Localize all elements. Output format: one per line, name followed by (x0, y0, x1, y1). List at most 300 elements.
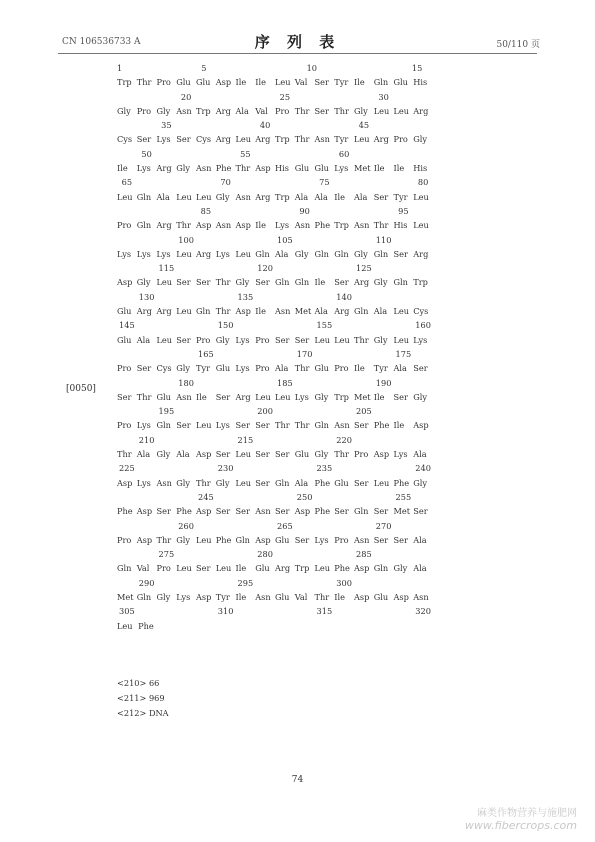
position-number: 60 (338, 148, 350, 159)
residue: Thr (136, 77, 152, 88)
residue: Gly (176, 363, 191, 374)
position-number (394, 404, 414, 418)
residue: Lys (294, 391, 309, 402)
residue: His (413, 77, 428, 88)
residue: Leu (373, 105, 390, 116)
residue: Lys (314, 534, 329, 545)
residue: Ala (176, 449, 190, 460)
residue: Ser (255, 477, 270, 488)
position-number (374, 404, 394, 418)
position-number (196, 290, 216, 304)
residue: Gln (354, 306, 369, 317)
residue: Ala (294, 191, 309, 202)
position-number (334, 604, 354, 618)
residue: Ala (413, 449, 427, 460)
position-number: 240 (415, 463, 431, 474)
position-number: 85 (200, 205, 212, 216)
position-number (117, 261, 137, 275)
position-number: 65 (121, 177, 133, 188)
position-number (137, 376, 157, 390)
residue: Leu (275, 391, 291, 402)
residue: Thr (334, 105, 349, 116)
residue: Glu (117, 306, 132, 317)
position-number (374, 433, 394, 447)
residue: Ser (294, 334, 310, 345)
position-number-row (117, 576, 433, 590)
position-number-row (117, 318, 433, 332)
residue: Ser (215, 506, 231, 517)
position-number: 310 (217, 606, 234, 617)
residue: Ile (235, 591, 247, 602)
residue: Glu (334, 477, 349, 488)
position-number (117, 290, 137, 304)
position-number: 75 (319, 177, 330, 188)
residue: Ser (196, 563, 211, 574)
position-number: 130 (138, 291, 155, 302)
residue: Ala (413, 563, 427, 574)
position-number (295, 261, 315, 275)
residue-row (117, 161, 433, 175)
residue: Val (294, 77, 308, 88)
residue: Ile (255, 306, 266, 317)
residue: Arg (255, 191, 271, 202)
residue: Pro (275, 105, 290, 116)
residue: Ile (334, 591, 345, 602)
position-number (236, 490, 256, 504)
position-number (354, 347, 374, 361)
position-number (394, 547, 414, 561)
residue: Leu (235, 477, 252, 488)
position-number (157, 290, 177, 304)
position-number (315, 433, 335, 447)
residue: Asn (176, 391, 192, 402)
position-number: 245 (198, 491, 214, 502)
position-number (157, 519, 177, 533)
position-number (315, 347, 335, 361)
residue: Leu (314, 334, 331, 345)
position-number: 45 (358, 120, 370, 131)
residue: Arg (196, 248, 212, 259)
residue: Asp (196, 591, 212, 602)
position-number (159, 61, 180, 75)
position-number (295, 175, 315, 189)
residue: Gly (354, 105, 368, 116)
residue: Ser (275, 334, 290, 345)
position-number: 155 (316, 320, 333, 331)
residue: Ser (196, 277, 211, 288)
position-number: 230 (217, 463, 234, 474)
position-number (354, 490, 374, 504)
residue: Gln (373, 248, 389, 259)
position-number (137, 204, 157, 218)
residue: Asp (255, 163, 271, 174)
residue: Arg (413, 248, 429, 259)
position-number (196, 404, 216, 418)
position-number (255, 204, 275, 218)
position-number-row (117, 233, 433, 247)
residue: Thr (314, 591, 330, 602)
position-number (295, 519, 315, 533)
position-number (117, 118, 137, 132)
position-number (236, 347, 256, 361)
residue-row (117, 75, 433, 89)
residue-row (117, 361, 433, 375)
position-number (137, 461, 157, 475)
position-number (374, 204, 394, 218)
residue: Arg (215, 134, 231, 145)
residue: Leu (176, 191, 192, 202)
position-number: 210 (138, 434, 155, 445)
position-number (374, 261, 394, 275)
residue: Gly (176, 534, 191, 545)
residue: Trp (275, 191, 290, 202)
residue: Gly (314, 391, 329, 402)
residue: Ile (354, 77, 365, 88)
residue: Leu (373, 477, 390, 488)
residue: Trp (334, 391, 349, 402)
position-number (275, 576, 295, 590)
position-number: 5 (201, 63, 207, 73)
residue: Gln (136, 220, 152, 231)
position-number (275, 347, 295, 361)
residue: Ser (136, 363, 152, 374)
residue: Phe (334, 563, 350, 574)
residue: Tyr (334, 77, 349, 88)
position-number (176, 147, 196, 161)
position-number (315, 547, 335, 561)
residue: Pro (156, 563, 171, 574)
position-number (413, 576, 433, 590)
residue: Thr (294, 134, 310, 145)
position-number (334, 175, 354, 189)
position-number (137, 347, 157, 361)
residue: Asp (354, 563, 370, 574)
residue-row (117, 275, 433, 289)
residue-row (117, 247, 433, 261)
position-number (295, 118, 315, 132)
residue: Gln (117, 563, 132, 574)
position-number (176, 461, 196, 475)
position-number (295, 604, 315, 618)
residue: Leu (354, 134, 370, 145)
residue: Glu (393, 77, 408, 88)
residue-row (117, 304, 433, 318)
position-number (374, 290, 394, 304)
residue-row (117, 390, 433, 404)
residue: Lys (275, 220, 290, 231)
residue: Gln (275, 477, 290, 488)
position-number (236, 318, 256, 332)
residue: Ser (275, 449, 290, 460)
position-number: 105 (277, 234, 293, 245)
residue: Glu (314, 363, 329, 374)
residue: Leu (255, 391, 271, 402)
residue: Ile (334, 191, 345, 202)
position-number (275, 461, 295, 475)
position-number (275, 318, 295, 332)
residue: Ser (136, 134, 152, 145)
residue: Asp (413, 420, 429, 431)
residue: Phe (393, 477, 410, 488)
residue: Ile (393, 163, 405, 174)
residue: Leu (393, 105, 410, 116)
position-number (413, 519, 433, 533)
position-number (255, 290, 275, 304)
residue: Ser (235, 506, 250, 517)
residue: Gln (235, 534, 250, 545)
residue: Thr (294, 420, 310, 431)
residue: Leu (196, 191, 212, 202)
position-number (374, 490, 394, 504)
residue: Ile (235, 563, 247, 574)
position-number: 170 (296, 348, 313, 359)
position-number (315, 118, 335, 132)
residue: Thr (215, 277, 231, 288)
position-number (374, 547, 394, 561)
residue: Lys (235, 363, 250, 374)
position-number-row (117, 118, 433, 132)
residue: Pro (117, 420, 132, 431)
residue: Val (294, 591, 308, 602)
residue: Cys (117, 134, 133, 145)
position-number (264, 61, 285, 75)
residue: Leu (235, 134, 252, 145)
page-title: 序 列 表 (254, 33, 341, 51)
position-number: 260 (178, 520, 194, 531)
residue: Ala (136, 449, 151, 460)
residue: Gly (215, 191, 230, 202)
position-number: 200 (257, 406, 273, 417)
position-number (176, 490, 196, 504)
residue: Phe (215, 163, 232, 174)
position-number (295, 90, 315, 104)
position-number-row (117, 61, 433, 75)
residue: Asn (176, 105, 192, 116)
position-number: 290 (138, 577, 155, 588)
position-number (176, 433, 196, 447)
position-number (176, 318, 196, 332)
position-number (157, 90, 177, 104)
residue: Ser (156, 506, 171, 517)
position-number: 1 (117, 63, 123, 73)
residue: Ala (235, 105, 249, 116)
position-number (176, 204, 196, 218)
position-number (196, 261, 216, 275)
residue: Phe (117, 506, 133, 517)
residue: Arg (156, 163, 172, 174)
position-number (394, 175, 414, 189)
residue: Ser (117, 391, 132, 402)
position-number (315, 90, 335, 104)
residue: Phe (373, 420, 390, 431)
position-number (370, 61, 391, 75)
residue: Gly (373, 334, 388, 345)
position-number (216, 118, 236, 132)
residue: Arg (136, 306, 152, 317)
residue: Asp (136, 534, 153, 545)
position-number: 300 (336, 577, 352, 588)
residue: Phe (176, 506, 192, 517)
residue: Lys (235, 334, 250, 345)
position-number-row (117, 376, 433, 390)
residue: Asp (136, 506, 153, 517)
residue: Gly (413, 134, 428, 145)
residue: Cys (156, 363, 172, 374)
residue: Ile (196, 391, 207, 402)
position-number (413, 233, 433, 247)
residue: Arg (354, 277, 370, 288)
residue: Leu (176, 563, 192, 574)
residue: Gln (393, 277, 408, 288)
residue: Gln (156, 420, 171, 431)
residue: Ser (373, 506, 389, 517)
position-number (394, 90, 414, 104)
residue: Ser (176, 134, 191, 145)
position-number (216, 490, 236, 504)
position-number: 10 (306, 63, 317, 73)
residue: Tyr (334, 134, 349, 145)
residue: Gly (215, 477, 230, 488)
residue: Ser (215, 449, 231, 460)
position-number (196, 576, 216, 590)
position-number (295, 318, 315, 332)
residue: Gly (294, 248, 309, 259)
position-number (157, 147, 177, 161)
residue: Gln (196, 306, 211, 317)
position-number: 215 (237, 434, 254, 445)
position-number (157, 376, 177, 390)
residue: Asp (215, 77, 232, 88)
position-number (374, 147, 394, 161)
position-number (137, 604, 157, 618)
residue: Lys (136, 420, 151, 431)
position-number (216, 347, 236, 361)
residue: Asn (354, 220, 370, 231)
residue: Trp (196, 105, 211, 116)
position-number (117, 376, 137, 390)
residue: Ser (176, 420, 191, 431)
position-number (413, 261, 433, 275)
position-number (374, 461, 394, 475)
residue: Ile (255, 220, 266, 231)
position-number (295, 576, 315, 590)
residue: Lys (156, 248, 171, 259)
residue: Gln (373, 563, 389, 574)
residue: Lys (215, 248, 230, 259)
position-number-row (117, 290, 433, 304)
residue: Glu (255, 563, 270, 574)
position-number (216, 147, 236, 161)
page-reference: 50/110 页 (496, 40, 540, 50)
residue: Asp (255, 534, 271, 545)
residue: Gly (373, 277, 388, 288)
position-number (315, 147, 335, 161)
position-number (255, 576, 275, 590)
position-number: 15 (411, 63, 423, 73)
residue: Leu (314, 563, 331, 574)
position-number (328, 61, 349, 75)
position-number: 165 (198, 348, 214, 359)
position-number (255, 147, 275, 161)
position-number (117, 519, 137, 533)
residue: Ser (393, 391, 408, 402)
position-number (137, 318, 157, 332)
watermark-url: www.fibercrops.com (464, 819, 577, 832)
residue: His (393, 220, 408, 231)
position-number (137, 404, 157, 418)
residue: Asp (117, 277, 133, 288)
position-number (196, 519, 216, 533)
position-number (275, 147, 295, 161)
residue: Pro (136, 105, 152, 116)
position-number (354, 604, 374, 618)
residue: Pro (117, 363, 132, 374)
residue: Gly (314, 449, 329, 460)
residue: Ala (393, 363, 407, 374)
position-number (315, 404, 335, 418)
residue: Ser (354, 477, 369, 488)
position-number (354, 204, 374, 218)
position-number (374, 604, 394, 618)
residue: Asp (373, 449, 390, 460)
residue: Glu (275, 591, 290, 602)
position-number (295, 147, 315, 161)
residue-row (117, 190, 433, 204)
residue-row (117, 418, 433, 432)
residue: Ser (314, 105, 329, 116)
position-number: 175 (395, 348, 412, 359)
residue: Asn (275, 306, 291, 317)
position-number (236, 547, 256, 561)
residue: Ala (136, 334, 151, 345)
residue: Ser (314, 77, 329, 88)
position-number (334, 461, 354, 475)
meta-line-length: <211> 969 (117, 693, 165, 703)
residue: Pro (196, 334, 211, 345)
residue: Met (117, 591, 134, 602)
position-number (137, 175, 157, 189)
residue: Gln (373, 77, 389, 88)
residue: Ile (373, 163, 385, 174)
position-number (349, 61, 370, 75)
position-number (275, 261, 295, 275)
residue: Thr (235, 163, 251, 174)
position-number (117, 147, 137, 161)
position-number: 140 (336, 291, 352, 302)
position-number: 285 (356, 549, 372, 560)
residue: Phe (314, 477, 331, 488)
residue: Leu (275, 77, 291, 88)
position-number-row (117, 490, 433, 504)
position-number (295, 433, 315, 447)
residue: Leu (393, 334, 410, 345)
position-number (157, 461, 177, 475)
residue: Lys (413, 334, 428, 345)
residue: Arg (235, 391, 251, 402)
position-number (394, 233, 414, 247)
residue-row (117, 476, 433, 490)
position-number-row (117, 175, 433, 189)
position-number: 115 (158, 263, 175, 274)
position-number (413, 433, 433, 447)
position-number (354, 576, 374, 590)
position-number (295, 233, 315, 247)
position-number (334, 318, 354, 332)
residue: Thr (136, 391, 152, 402)
residue: Arg (334, 306, 350, 317)
position-number (196, 118, 216, 132)
residue: Asn (334, 420, 350, 431)
